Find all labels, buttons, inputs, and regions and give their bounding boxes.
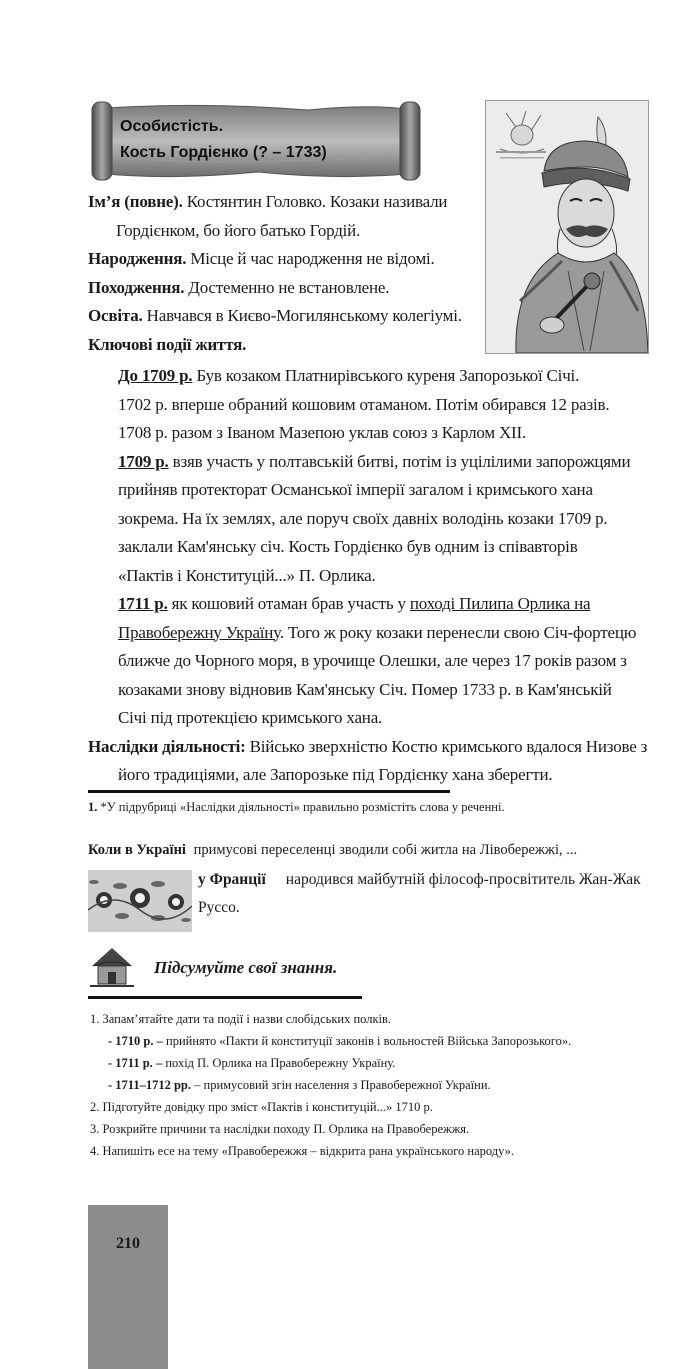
event-1-line: 1702 р. вперше обраний кошовим отаманом. Потім обирався 12 разів. <box>118 394 610 414</box>
banner-title: Особистість. <box>120 118 224 135</box>
france-label: у Франції <box>198 871 266 888</box>
event-2: 1709 р. взяв участь у полтавській битві, потім із уцілілими запорожцями <box>118 451 631 471</box>
event-1-line: 1708 р. разом з Іваном Мазепою уклав союз з Карлом ХІІ. <box>118 423 527 442</box>
page-number: 210 <box>116 1235 140 1252</box>
event-3-line: Січі під протекцією кримського хана. <box>118 708 383 727</box>
task-1-item: - 1710 р. – прийнято «Пакти й конституції законів і вольностей Війська Запорозького». <box>108 1034 572 1048</box>
bio-name: Ім’я (повне). Костянтин Головко. Козаки називали <box>88 192 448 211</box>
portrait-cossack-icon <box>486 101 648 353</box>
task-1: 1. Запам’ятайте дати та події і назви слобідських полків. <box>90 1012 392 1026</box>
portrait-image <box>485 100 649 354</box>
footnote: 1. *У підрубриці «Наслідки діяльності» правильно розмістіть слова у реченні. <box>88 800 505 814</box>
bio-origin: Походження. Достеменно не встановлене. <box>88 277 390 297</box>
event-2-line: заклали Кам'янську січ. Кость Гордієнко був одним із співавторів <box>118 537 578 556</box>
bio-key-events: Ключові події життя. <box>88 334 247 354</box>
orlyk-campaign-link[interactable]: поході Пилипа Орлика на <box>409 594 591 613</box>
events-block <box>88 362 648 790</box>
house-icon <box>88 944 136 992</box>
event-2-line: «Пактів і Конституцій...» П. Орлика. <box>118 565 376 585</box>
ornament-image <box>88 870 192 932</box>
event-3: 1711 р. як кошовий отаман брав участь у поході Пилипа Орлика на <box>118 594 591 613</box>
title-banner <box>88 100 424 182</box>
bio-name-cont: Гордієнком, бо його батько Гордій. <box>116 220 361 240</box>
task-list <box>90 1008 650 1162</box>
divider <box>88 790 450 793</box>
bio-block <box>88 188 478 359</box>
event-2-line: прийняв протекторат Османської імперії загалом і кримського хана <box>118 480 593 499</box>
task-3: 3. Розкрийте причини та наслідки походу П. Орлика на Правобережжя. <box>90 1122 470 1136</box>
bio-education: Освіта. Навчався в Києво-Могилянському колегіумі. <box>88 306 462 325</box>
consequences: Наслідки діяльності: Військо зверхністю Костю кримського вдалося Низове з <box>88 736 648 756</box>
floral-ornament-icon <box>88 870 192 932</box>
ukraine-label: Коли в Україні <box>88 842 186 858</box>
task-1-item: - 1711–1712 рр. – примусовий згін населення з Правобережної України. <box>108 1078 491 1092</box>
right-bank-link[interactable]: Правобережну Україну <box>118 622 280 642</box>
consequences-line: його традиціями, але Запорозьке під Гордієнку хана зберегти. <box>118 765 553 784</box>
event-2-line: зокрема. На їх землях, але поруч своїх давніх володінь козаки 1709 р. <box>118 508 608 528</box>
bio-birth: Народження. Місце й час народження не відомі. <box>88 249 435 268</box>
summary-title: Підсумуйте свої знання. <box>154 958 338 977</box>
banner-subtitle: Кость Гордієнко (? – 1733) <box>120 144 327 161</box>
ukraine-text: примусові переселенці зводили собі житла на Лівобережжі, ... <box>193 842 578 858</box>
france-text: народився майбутній філософ-просвітитель Жан-Жак <box>285 871 641 888</box>
event-3-line: Правобережну Україну. Того ж року козаки перенесли свою Січ-фортецю <box>118 622 637 642</box>
page-number-bar <box>88 1205 168 1369</box>
task-1-item: - 1711 р. – похід П. Орлика на Правобережну Україну. <box>108 1056 396 1070</box>
event-1: До 1709 р. Був козаком Платнирівського куреня Запорозької Січі. <box>118 366 580 385</box>
summary-divider <box>88 996 362 999</box>
task-2: 2. Підготуйте довідку про зміст «Пактів і конституцій...» 1710 р. <box>90 1100 433 1114</box>
event-3-line: ближче до Чорного моря, в урочище Олешки, але через 17 років разом з <box>118 651 627 670</box>
event-3-line: козаками знову відновив Кам'янську Січ. Помер 1733 р. в Кам'янській <box>118 679 612 699</box>
compare-ukraine <box>88 842 577 859</box>
compare-france <box>198 866 658 922</box>
france-text-cont: Руссо. <box>198 899 240 916</box>
task-4: 4. Напишіть есе на тему «Правобережжя – відкрита рана українського народу». <box>90 1144 515 1158</box>
